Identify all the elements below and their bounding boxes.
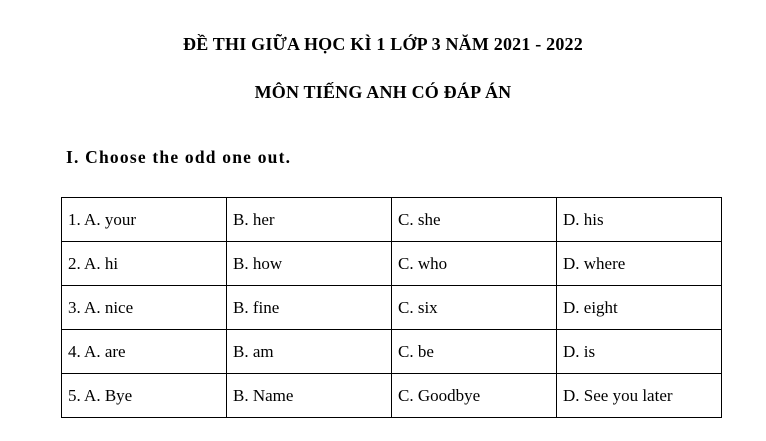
option-d-cell: D. where bbox=[557, 242, 722, 286]
option-a-cell: 3. A. nice bbox=[62, 286, 227, 330]
table-row bbox=[62, 286, 722, 330]
option-a-cell: 1. A. your bbox=[62, 198, 227, 242]
option-b-cell: B. am bbox=[227, 330, 392, 374]
option-c-cell: C. she bbox=[392, 198, 557, 242]
option-d-cell: D. is bbox=[557, 330, 722, 374]
option-c-cell: C. six bbox=[392, 286, 557, 330]
option-a-cell: 4. A. are bbox=[62, 330, 227, 374]
option-a-cell: 2. A. hi bbox=[62, 242, 227, 286]
option-b-cell: B. Name bbox=[227, 374, 392, 418]
table-row bbox=[62, 198, 722, 242]
option-b-cell: B. how bbox=[227, 242, 392, 286]
question-table bbox=[61, 197, 722, 418]
option-c-cell: C. be bbox=[392, 330, 557, 374]
option-b-cell: B. her bbox=[227, 198, 392, 242]
option-c-cell: C. who bbox=[392, 242, 557, 286]
section-heading: I. Choose the odd one out. bbox=[66, 147, 292, 167]
document-subtitle: MÔN TIẾNG ANH CÓ ĐÁP ÁN bbox=[254, 82, 512, 102]
option-d-cell: D. See you later bbox=[557, 374, 722, 418]
option-b-cell: B. fine bbox=[227, 286, 392, 330]
option-a-cell: 5. A. Bye bbox=[62, 374, 227, 418]
table-row bbox=[62, 330, 722, 374]
option-d-cell: D. his bbox=[557, 198, 722, 242]
document-title: ĐỀ THI GIỮA HỌC KÌ 1 LỚP 3 NĂM 2021 - 2022 bbox=[183, 34, 583, 54]
table-row bbox=[62, 374, 722, 418]
option-c-cell: C. Goodbye bbox=[392, 374, 557, 418]
option-d-cell: D. eight bbox=[557, 286, 722, 330]
table-row bbox=[62, 242, 722, 286]
